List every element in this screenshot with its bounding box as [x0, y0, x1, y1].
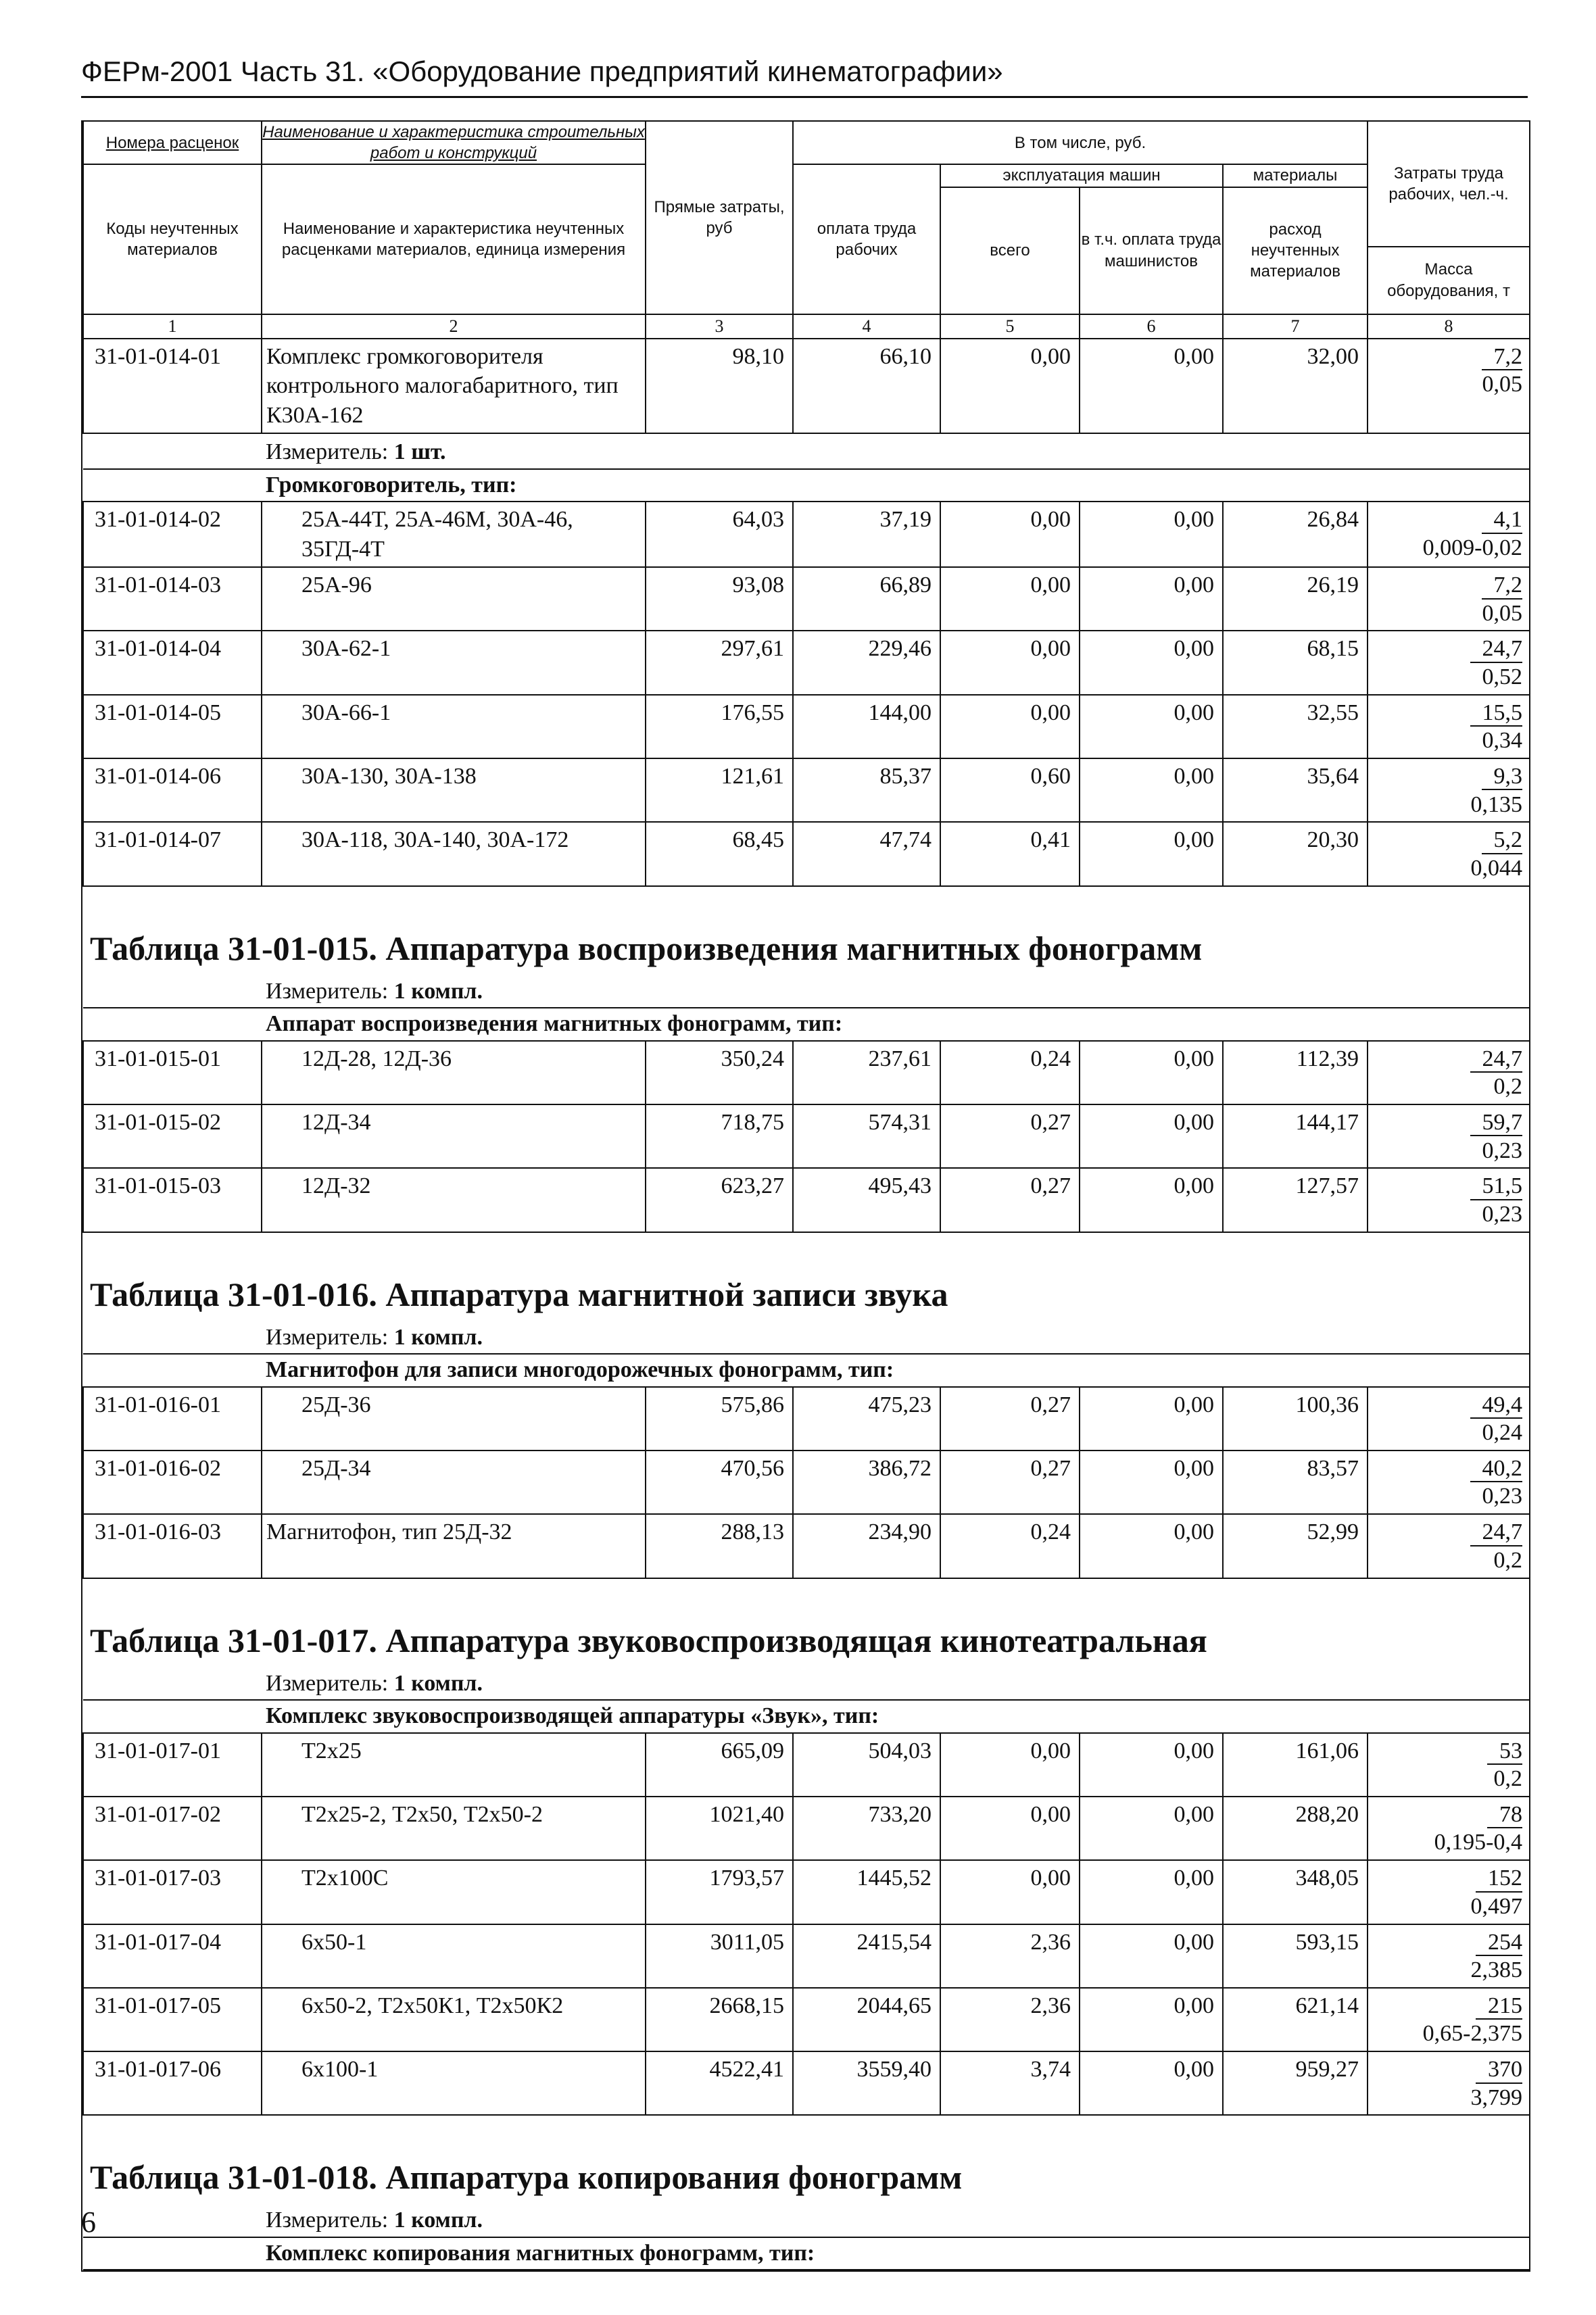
machines-total: 0,27 [940, 1104, 1080, 1168]
table-title-row [83, 927, 1530, 973]
direct-costs: 4522,41 [646, 2051, 793, 2115]
column-number: 6 [1080, 315, 1223, 339]
column-numbers [82, 315, 1530, 339]
table-row [83, 502, 1530, 567]
worker-pay: 475,23 [793, 1387, 940, 1451]
rate-name: 6х100-1 [262, 2051, 646, 2115]
machines-total: 0,00 [940, 502, 1080, 567]
equipment-mass: 2,385 [1470, 1957, 1522, 1983]
machines-total: 0,24 [940, 1514, 1080, 1578]
direct-costs: 665,09 [646, 1733, 793, 1797]
worker-pay: 234,90 [793, 1514, 940, 1578]
operators-pay: 0,00 [1080, 1860, 1223, 1924]
group-subtitle: Магнитофон для записи многодорожечных фонограмм, тип: [83, 1354, 1530, 1387]
direct-costs: 623,27 [646, 1168, 793, 1232]
direct-costs: 297,61 [646, 631, 793, 694]
operators-pay: 0,00 [1080, 502, 1223, 567]
labor-and-mass [1368, 1514, 1530, 1578]
worker-pay: 229,46 [793, 631, 940, 694]
direct-costs: 470,56 [646, 1451, 793, 1514]
labor-and-mass [1368, 2051, 1530, 2115]
labor-and-mass [1368, 1924, 1530, 1988]
labor-and-mass [1368, 695, 1530, 758]
materials-cost: 621,14 [1223, 1988, 1368, 2051]
equipment-mass: 0,2 [1493, 1547, 1522, 1573]
direct-costs: 1793,57 [646, 1860, 793, 1924]
machines-total: 0,00 [940, 695, 1080, 758]
direct-costs: 68,45 [646, 822, 793, 885]
rate-code: 31-01-015-02 [83, 1104, 262, 1168]
equipment-mass: 0,23 [1482, 1201, 1522, 1227]
worker-pay: 733,20 [793, 1797, 940, 1860]
machines-total: 0,00 [940, 1733, 1080, 1797]
equipment-mass: 0,24 [1482, 1420, 1522, 1446]
materials-cost: 100,36 [1223, 1387, 1368, 1451]
table-title-row [83, 2156, 1530, 2202]
table-row [83, 1514, 1530, 1578]
column-number: 8 [1368, 315, 1530, 339]
spacer [83, 1578, 1530, 1619]
header-labor-hours: Затраты труда рабочих, чел.-ч. [1368, 121, 1530, 247]
worker-pay: 3559,40 [793, 2051, 940, 2115]
machines-total: 0,00 [940, 1860, 1080, 1924]
spacer [83, 1232, 1530, 1273]
table-row [83, 567, 1530, 631]
rate-code: 31-01-014-04 [83, 631, 262, 694]
spacer [83, 886, 1530, 927]
labor-and-mass [1368, 1168, 1530, 1232]
labor-and-mass [1368, 1104, 1530, 1168]
group-subtitle: Комплекс звуковоспроизводящей аппаратуры «Звук», тип: [83, 1700, 1530, 1733]
rate-name: Комплекс громкоговорителя контрольного малогабаритного, тип К30А-162 [262, 339, 646, 434]
materials-cost: 32,00 [1223, 339, 1368, 434]
equipment-mass: 0,2 [1493, 1074, 1522, 1100]
rate-code: 31-01-017-02 [83, 1797, 262, 1860]
column-number: 1 [83, 315, 262, 339]
header-machines-total: всего [940, 187, 1080, 314]
worker-pay: 47,74 [793, 822, 940, 885]
table-row [83, 695, 1530, 758]
rate-name: 25Д-34 [262, 1451, 646, 1514]
rate-code: 31-01-016-01 [83, 1387, 262, 1451]
rate-code: 31-01-014-01 [83, 339, 262, 434]
group-subtitle-row [83, 1008, 1530, 1041]
column-number: 7 [1223, 315, 1368, 339]
column-number: 2 [262, 315, 646, 339]
rate-name: 30А-62-1 [262, 631, 646, 694]
labor-hours: 7,2 [1482, 572, 1523, 599]
page-number: 6 [81, 2206, 96, 2239]
rate-name: Т2х25 [262, 1733, 646, 1797]
labor-and-mass [1368, 1733, 1530, 1797]
direct-costs: 64,03 [646, 502, 793, 567]
labor-and-mass [1368, 502, 1530, 567]
machines-total: 0,27 [940, 1168, 1080, 1232]
group-subtitle: Аппарат воспроизведения магнитных фонограмм, тип: [83, 1008, 1530, 1041]
column-number: 4 [793, 315, 940, 339]
labor-hours: 40,2 [1470, 1456, 1523, 1482]
table-row [83, 2051, 1530, 2115]
labor-and-mass [1368, 567, 1530, 631]
labor-and-mass [1368, 1451, 1530, 1514]
worker-pay: 144,00 [793, 695, 940, 758]
machines-total: 0,00 [940, 1797, 1080, 1860]
table-row [83, 758, 1530, 822]
labor-and-mass [1368, 822, 1530, 885]
equipment-mass: 0,05 [1482, 600, 1522, 626]
running-head: ФЕРм-2001 Часть 31. «Оборудование предприятий кинематографии» [81, 55, 1528, 98]
labor-and-mass [1368, 1988, 1530, 2051]
equipment-mass: 0,65-2,375 [1422, 2021, 1522, 2047]
materials-cost: 348,05 [1223, 1860, 1368, 1924]
operators-pay: 0,00 [1080, 1387, 1223, 1451]
labor-hours: 78 [1487, 1802, 1522, 1828]
direct-costs: 2668,15 [646, 1988, 793, 2051]
header-unaccounted-materials: расход неучтенных материалов [1223, 187, 1368, 314]
rate-name: 6х50-2, Т2х50К1, Т2х50К2 [262, 1988, 646, 2051]
measure-unit: Измеритель: 1 компл. [83, 1665, 1530, 1701]
table-row [83, 1041, 1530, 1104]
labor-hours: 24,7 [1470, 636, 1523, 662]
header-rate-numbers: Номера расценок [83, 121, 262, 164]
labor-hours: 24,7 [1470, 1519, 1523, 1546]
labor-and-mass [1368, 758, 1530, 822]
column-header [82, 120, 1530, 315]
operators-pay: 0,00 [1080, 822, 1223, 885]
rate-code: 31-01-017-05 [83, 1988, 262, 2051]
rate-code: 31-01-016-03 [83, 1514, 262, 1578]
labor-hours: 24,7 [1470, 1046, 1523, 1073]
table-title: Таблица 31-01-016. Аппаратура магнитной записи звука [90, 1275, 948, 1313]
rate-name: 6х50-1 [262, 1924, 646, 1988]
operators-pay: 0,00 [1080, 1514, 1223, 1578]
direct-costs: 93,08 [646, 567, 793, 631]
materials-cost: 68,15 [1223, 631, 1368, 694]
machines-total: 0,60 [940, 758, 1080, 822]
operators-pay: 0,00 [1080, 1168, 1223, 1232]
direct-costs: 575,86 [646, 1387, 793, 1451]
measure-unit: Измеритель: 1 компл. [83, 1319, 1530, 1355]
rate-code: 31-01-017-06 [83, 2051, 262, 2115]
worker-pay: 495,43 [793, 1168, 940, 1232]
materials-cost: 26,84 [1223, 502, 1368, 567]
machines-total: 0,24 [940, 1041, 1080, 1104]
labor-hours: 53 [1487, 1738, 1522, 1765]
measure-unit: Измеритель: 1 шт. [83, 433, 1530, 469]
equipment-mass: 0,009-0,02 [1422, 535, 1522, 560]
labor-and-mass [1368, 1041, 1530, 1104]
header-worker-pay: оплата труда рабочих [793, 164, 940, 314]
machines-total: 2,36 [940, 1988, 1080, 2051]
worker-pay: 66,10 [793, 339, 940, 434]
labor-hours: 4,1 [1482, 507, 1523, 533]
header-material-names: Наименование и характеристика неучтенных расценками материалов, единица измерения [262, 164, 646, 314]
materials-cost: 127,57 [1223, 1168, 1368, 1232]
worker-pay: 2415,54 [793, 1924, 940, 1988]
rate-code: 31-01-014-07 [83, 822, 262, 885]
table-row [83, 339, 1530, 434]
materials-cost: 161,06 [1223, 1733, 1368, 1797]
table-row [83, 1451, 1530, 1514]
rate-code: 31-01-017-03 [83, 1860, 262, 1924]
machines-total: 0,41 [940, 822, 1080, 885]
rate-name: 30А-66-1 [262, 695, 646, 758]
labor-hours: 152 [1476, 1866, 1522, 1892]
equipment-mass: 0,52 [1482, 664, 1522, 689]
rate-code: 31-01-014-06 [83, 758, 262, 822]
measure-row [83, 973, 1530, 1008]
labor-hours: 254 [1476, 1930, 1522, 1956]
operators-pay: 0,00 [1080, 1104, 1223, 1168]
machines-total: 0,27 [940, 1387, 1080, 1451]
column-number: 5 [940, 315, 1080, 339]
rate-name: 25А-44Т, 25А-46М, 30А-46, 35ГД-4Т [262, 502, 646, 567]
rate-code: 31-01-014-05 [83, 695, 262, 758]
column-number: 3 [646, 315, 793, 339]
labor-and-mass [1368, 1387, 1530, 1451]
materials-cost: 288,20 [1223, 1797, 1368, 1860]
rate-name: 30А-130, 30А-138 [262, 758, 646, 822]
group-subtitle-row [83, 469, 1530, 502]
rate-name: 25Д-36 [262, 1387, 646, 1451]
worker-pay: 85,37 [793, 758, 940, 822]
materials-cost: 20,30 [1223, 822, 1368, 885]
equipment-mass: 0,23 [1482, 1138, 1522, 1163]
direct-costs: 121,61 [646, 758, 793, 822]
rate-name: Магнитофон, тип 25Д-32 [262, 1514, 646, 1578]
worker-pay: 37,19 [793, 502, 940, 567]
direct-costs: 350,24 [646, 1041, 793, 1104]
worker-pay: 66,89 [793, 567, 940, 631]
equipment-mass: 0,05 [1482, 372, 1522, 397]
labor-hours: 5,2 [1482, 827, 1523, 854]
table-row [83, 1988, 1530, 2051]
measure-unit: Измеритель: 1 компл. [83, 2202, 1530, 2237]
rate-name: 25А-96 [262, 567, 646, 631]
rate-name: Т2х25-2, Т2х50, Т2х50-2 [262, 1797, 646, 1860]
table-title-row [83, 1619, 1530, 1665]
rates-body [82, 339, 1530, 2271]
machines-total: 0,00 [940, 339, 1080, 434]
rate-code: 31-01-014-02 [83, 502, 262, 567]
header-material-codes: Коды неучтенных материалов [83, 164, 262, 314]
operators-pay: 0,00 [1080, 1733, 1223, 1797]
header-direct-costs: Прямые затраты, руб [646, 121, 793, 314]
measure-row [83, 2202, 1530, 2237]
materials-cost: 35,64 [1223, 758, 1368, 822]
equipment-mass: 0,34 [1482, 728, 1522, 754]
operators-pay: 0,00 [1080, 1924, 1223, 1988]
rate-code: 31-01-016-02 [83, 1451, 262, 1514]
operators-pay: 0,00 [1080, 567, 1223, 631]
direct-costs: 1021,40 [646, 1797, 793, 1860]
labor-and-mass [1368, 1860, 1530, 1924]
header-machines: эксплуатация машин [940, 164, 1223, 187]
materials-cost: 83,57 [1223, 1451, 1368, 1514]
materials-cost: 144,17 [1223, 1104, 1368, 1168]
materials-cost: 593,15 [1223, 1924, 1368, 1988]
group-subtitle-row [83, 1700, 1530, 1733]
operators-pay: 0,00 [1080, 1041, 1223, 1104]
rate-code: 31-01-014-03 [83, 567, 262, 631]
labor-hours: 215 [1476, 1993, 1522, 2020]
measure-row [83, 1319, 1530, 1355]
materials-cost: 26,19 [1223, 567, 1368, 631]
labor-and-mass [1368, 1797, 1530, 1860]
labor-hours: 15,5 [1470, 700, 1523, 727]
group-subtitle-row [83, 1354, 1530, 1387]
machines-total: 2,36 [940, 1924, 1080, 1988]
table-title: Таблица 31-01-015. Аппаратура воспроизведения магнитных фонограмм [90, 929, 1203, 967]
group-subtitle-row [83, 2237, 1530, 2270]
operators-pay: 0,00 [1080, 339, 1223, 434]
equipment-mass: 0,135 [1470, 791, 1522, 817]
rate-name: 12Д-34 [262, 1104, 646, 1168]
table-row [83, 1387, 1530, 1451]
operators-pay: 0,00 [1080, 1797, 1223, 1860]
equipment-mass: 0,23 [1482, 1484, 1522, 1509]
measure-unit: Измеритель: 1 компл. [83, 973, 1530, 1008]
measure-row [83, 433, 1530, 469]
operators-pay: 0,00 [1080, 695, 1223, 758]
rate-name: Т2х100С [262, 1860, 646, 1924]
group-subtitle: Комплекс копирования магнитных фонограмм, тип: [83, 2237, 1530, 2270]
header-work-name: Наименование и характеристика строительных работ и конструкций [262, 121, 646, 164]
materials-cost: 959,27 [1223, 2051, 1368, 2115]
rates-sheet [81, 120, 1530, 2272]
equipment-mass: 0,195-0,4 [1434, 1830, 1522, 1855]
operators-pay: 0,00 [1080, 1988, 1223, 2051]
equipment-mass: 0,497 [1470, 1893, 1522, 1919]
direct-costs: 288,13 [646, 1514, 793, 1578]
equipment-mass: 0,044 [1470, 855, 1522, 881]
operators-pay: 0,00 [1080, 1451, 1223, 1514]
table-row [83, 1797, 1530, 1860]
materials-cost: 52,99 [1223, 1514, 1368, 1578]
table-title: Таблица 31-01-017. Аппаратура звуковоспроизводящая кинотеатральная [90, 1621, 1207, 1659]
table-row [83, 1168, 1530, 1232]
header-including: В том числе, руб. [793, 121, 1368, 164]
rate-code: 31-01-015-03 [83, 1168, 262, 1232]
operators-pay: 0,00 [1080, 758, 1223, 822]
direct-costs: 3011,05 [646, 1924, 793, 1988]
rate-name: 30А-118, 30А-140, 30А-172 [262, 822, 646, 885]
machines-total: 0,00 [940, 567, 1080, 631]
table-row [83, 1924, 1530, 1988]
labor-hours: 370 [1476, 2057, 1522, 2083]
direct-costs: 98,10 [646, 339, 793, 434]
group-subtitle: Громкоговоритель, тип: [83, 469, 1530, 502]
table-row [83, 822, 1530, 885]
operators-pay: 0,00 [1080, 2051, 1223, 2115]
rate-name: 12Д-32 [262, 1168, 646, 1232]
machines-total: 0,00 [940, 631, 1080, 694]
rate-code: 31-01-015-01 [83, 1041, 262, 1104]
rate-code: 31-01-017-04 [83, 1924, 262, 1988]
labor-hours: 9,3 [1482, 764, 1523, 790]
worker-pay: 2044,65 [793, 1988, 940, 2051]
machines-total: 3,74 [940, 2051, 1080, 2115]
measure-row [83, 1665, 1530, 1701]
equipment-mass: 0,2 [1493, 1766, 1522, 1792]
labor-hours: 51,5 [1470, 1173, 1523, 1200]
direct-costs: 718,75 [646, 1104, 793, 1168]
spacer [83, 2115, 1530, 2156]
worker-pay: 1445,52 [793, 1860, 940, 1924]
machines-total: 0,27 [940, 1451, 1080, 1514]
labor-hours: 7,2 [1482, 344, 1523, 370]
materials-cost: 112,39 [1223, 1041, 1368, 1104]
labor-and-mass [1368, 631, 1530, 694]
header-equipment-mass: Масса оборудования, т [1368, 247, 1530, 314]
table-row [83, 1860, 1530, 1924]
labor-hours: 49,4 [1470, 1392, 1523, 1419]
table-row [83, 1733, 1530, 1797]
rate-code: 31-01-017-01 [83, 1733, 262, 1797]
header-operators-pay: в т.ч. оплата труда машинистов [1080, 187, 1223, 314]
table-row [83, 631, 1530, 694]
worker-pay: 237,61 [793, 1041, 940, 1104]
operators-pay: 0,00 [1080, 631, 1223, 694]
labor-hours: 59,7 [1470, 1110, 1523, 1136]
rate-name: 12Д-28, 12Д-36 [262, 1041, 646, 1104]
header-materials: материалы [1223, 164, 1368, 187]
worker-pay: 386,72 [793, 1451, 940, 1514]
table-title-row [83, 1273, 1530, 1319]
labor-and-mass [1368, 339, 1530, 434]
materials-cost: 32,55 [1223, 695, 1368, 758]
direct-costs: 176,55 [646, 695, 793, 758]
worker-pay: 504,03 [793, 1733, 940, 1797]
worker-pay: 574,31 [793, 1104, 940, 1168]
table-title: Таблица 31-01-018. Аппаратура копирования фонограмм [90, 2158, 963, 2197]
table-row [83, 1104, 1530, 1168]
equipment-mass: 3,799 [1470, 2085, 1522, 2110]
